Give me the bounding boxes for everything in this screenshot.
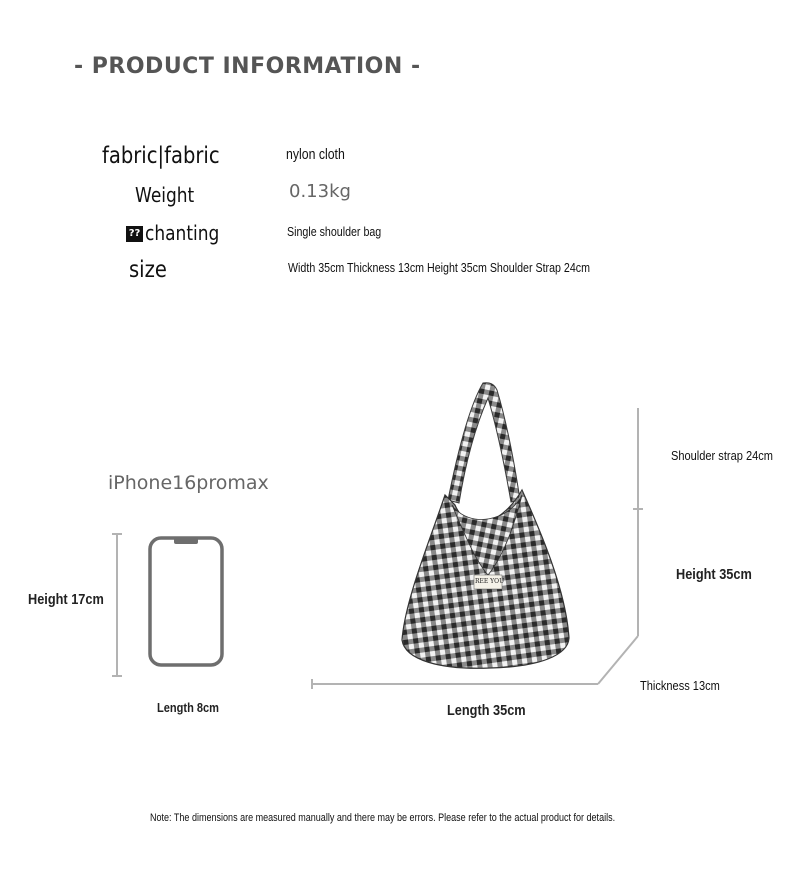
bag-thickness-label: Thickness 13cm [640, 678, 720, 693]
spec-label-fabric: fabric|fabric [102, 143, 220, 169]
missing-glyph-icon: ?? [126, 226, 143, 242]
shoulder-strap-label: Shoulder strap 24cm [671, 448, 773, 463]
bag-length-label: Length 35cm [447, 702, 526, 719]
spec-label-style: chanting [145, 221, 220, 245]
spec-value-style: Single shoulder bag [287, 224, 382, 239]
phone-height-dimension-line [112, 534, 122, 676]
section-heading: - PRODUCT INFORMATION - [74, 54, 421, 79]
measurement-note: Note: The dimensions are measured manually and there may be errors. Please refer to the actual product for details. [150, 812, 616, 824]
phone-model-label: iPhone16promax [108, 472, 269, 494]
spec-label-size: size [129, 257, 167, 283]
phone-height-label: Height 17cm [28, 591, 104, 608]
tote-bag-image [402, 383, 569, 668]
phone-length-label: Length 8cm [157, 700, 220, 715]
bag-height-label: Height 35cm [676, 566, 752, 583]
spec-label-weight: Weight [135, 183, 195, 207]
spec-value-size: Width 35cm Thickness 13cm Height 35cm Shoulder Strap 24cm [288, 260, 590, 275]
spec-value-weight: 0.13kg [289, 181, 351, 202]
spec-value-fabric: nylon cloth [286, 146, 345, 163]
phone-outline [150, 538, 222, 665]
bag-tag-text: REE YOU [475, 578, 505, 585]
